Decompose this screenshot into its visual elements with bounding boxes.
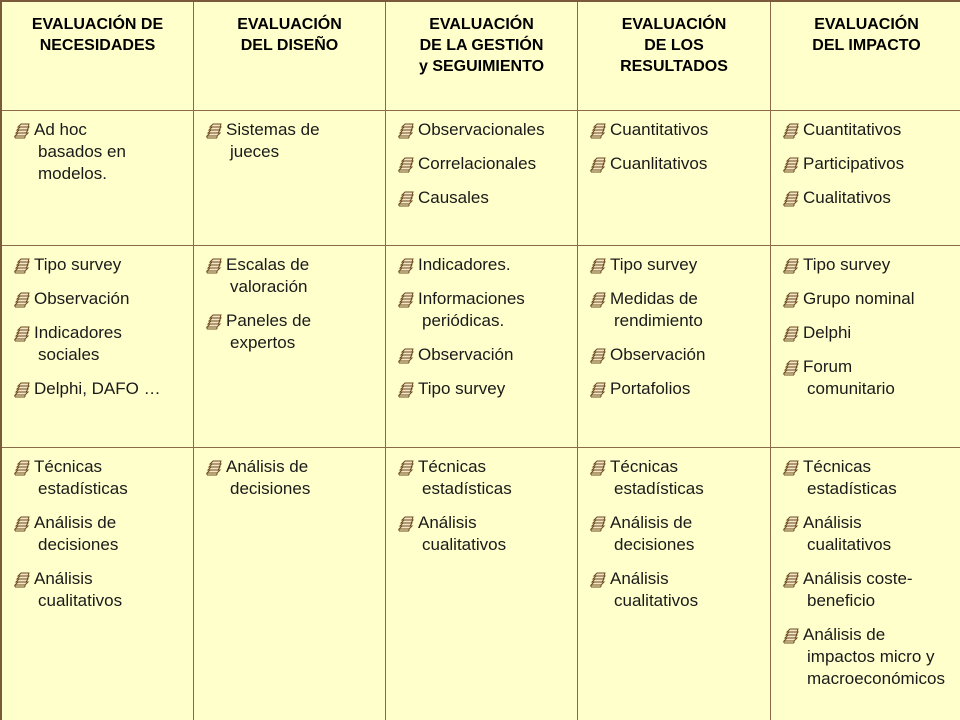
book-stack-icon (204, 121, 222, 139)
item-text (418, 378, 571, 400)
item-text (418, 512, 571, 556)
list-item (12, 322, 187, 366)
table-cell (386, 246, 578, 448)
book-stack-icon (781, 121, 799, 139)
column-header (771, 2, 960, 111)
list-item (588, 119, 764, 141)
text-line: Tipo survey (418, 379, 506, 398)
item-text (226, 254, 379, 298)
list-item (12, 456, 187, 500)
list-item (781, 322, 956, 344)
item-text (803, 322, 956, 344)
text-line: Medidas de (610, 289, 698, 308)
text-line: valoración (230, 277, 308, 296)
item-text (610, 119, 764, 141)
book-stack-icon (588, 155, 606, 173)
book-stack-icon (781, 570, 799, 588)
text-line: estadísticas (614, 479, 704, 498)
text-line: impactos micro y (807, 647, 935, 666)
item-text (803, 254, 956, 276)
list-item (781, 624, 956, 690)
item-text (803, 624, 956, 690)
item-text (803, 568, 956, 612)
book-stack-icon (12, 458, 30, 476)
item-text (34, 322, 187, 366)
list-item (12, 512, 187, 556)
text-line: macroeconómicos (807, 669, 945, 688)
text-line: EVALUACIÓN (814, 16, 919, 33)
list-item (12, 254, 187, 276)
table-cell (2, 111, 194, 246)
text-line: Ad hoc (34, 120, 87, 139)
text-line: Forum (803, 357, 853, 376)
table-cell (386, 111, 578, 246)
item-text (226, 456, 379, 500)
table-cell (2, 246, 194, 448)
text-line: Escalas de (226, 255, 310, 274)
item-text (610, 254, 764, 276)
column-header (578, 2, 771, 111)
text-line: Análisis de (34, 513, 117, 532)
book-stack-icon (12, 256, 30, 274)
text-line: Tipo survey (610, 255, 698, 274)
text-line: EVALUACIÓN (429, 16, 534, 33)
item-text (803, 153, 956, 175)
book-stack-icon (781, 256, 799, 274)
list-item (588, 288, 764, 332)
book-stack-icon (396, 256, 414, 274)
table-cell (386, 448, 578, 720)
text-line: Cualitativos (803, 188, 891, 207)
text-line: Cuantitativos (610, 120, 709, 139)
list-item (781, 153, 956, 175)
table-cell (194, 111, 386, 246)
text-line: Observación (610, 345, 706, 364)
item-text (226, 310, 379, 354)
text-line: Participativos (803, 154, 905, 173)
text-line: EVALUACIÓN (621, 16, 727, 33)
list-item (781, 187, 956, 209)
list-item (396, 344, 571, 366)
text-line: Análisis (34, 569, 93, 588)
item-text (418, 254, 571, 276)
list-item (396, 254, 571, 276)
text-line: modelos. (38, 164, 107, 183)
book-stack-icon (396, 346, 414, 364)
book-stack-icon (396, 121, 414, 139)
book-stack-icon (588, 570, 606, 588)
item-text (803, 512, 956, 556)
text-line: DEL IMPACTO (812, 37, 921, 54)
list-item (12, 568, 187, 612)
book-stack-icon (588, 346, 606, 364)
table-cell (771, 111, 960, 246)
list-item (588, 512, 764, 556)
text-line: DE LA GESTIÓN (419, 37, 544, 54)
book-stack-icon (781, 358, 799, 376)
text-line: decisiones (230, 479, 311, 498)
text-line: Indicadores (34, 323, 122, 342)
text-line: Análisis de (803, 625, 886, 644)
text-line: Técnicas (34, 457, 103, 476)
book-stack-icon (396, 380, 414, 398)
book-stack-icon (204, 312, 222, 330)
item-text (803, 119, 956, 141)
table-cell (578, 246, 771, 448)
text-line: Análisis de (610, 513, 693, 532)
list-item (204, 456, 379, 500)
book-stack-icon (781, 189, 799, 207)
text-line: EVALUACIÓN DE (31, 16, 164, 33)
text-line: Observacionales (418, 120, 545, 139)
list-item (396, 187, 571, 209)
list-item (588, 153, 764, 175)
table-cell (771, 448, 960, 720)
text-line: beneficio (807, 591, 876, 610)
list-item (781, 254, 956, 276)
book-stack-icon (396, 290, 414, 308)
item-text (803, 356, 956, 400)
book-stack-icon (12, 380, 30, 398)
text-line: decisiones (38, 535, 119, 554)
book-stack-icon (588, 514, 606, 532)
list-item (396, 456, 571, 500)
text-line: Análisis (418, 513, 477, 532)
item-text (418, 119, 571, 141)
text-line: Técnicas (610, 457, 679, 476)
book-stack-icon (396, 155, 414, 173)
item-text (610, 344, 764, 366)
list-item (781, 456, 956, 500)
item-text (418, 187, 571, 209)
book-stack-icon (12, 514, 30, 532)
text-line: Sistemas de (226, 120, 320, 139)
book-stack-icon (781, 514, 799, 532)
table-cell (771, 246, 960, 448)
text-line: Cuanlitativos (610, 154, 708, 173)
column-header (386, 2, 578, 111)
text-line: Análisis (610, 569, 669, 588)
text-line: comunitario (807, 379, 895, 398)
text-line: Indicadores. (418, 255, 511, 274)
item-text (34, 512, 187, 556)
item-text (610, 456, 764, 500)
table-cell (194, 246, 386, 448)
book-stack-icon (588, 458, 606, 476)
book-stack-icon (204, 458, 222, 476)
item-text (34, 456, 187, 500)
text-line: y SEGUIMIENTO (418, 58, 545, 75)
list-item (204, 119, 379, 163)
book-stack-icon (396, 514, 414, 532)
book-stack-icon (396, 458, 414, 476)
text-line: Causales (418, 188, 489, 207)
item-text (34, 119, 187, 185)
book-stack-icon (12, 121, 30, 139)
text-line: expertos (230, 333, 296, 352)
text-line: decisiones (614, 535, 695, 554)
book-stack-icon (12, 290, 30, 308)
text-line: Cuantitativos (803, 120, 902, 139)
text-line: Observación (34, 289, 130, 308)
book-stack-icon (781, 324, 799, 342)
list-item (396, 153, 571, 175)
list-item (588, 568, 764, 612)
item-text (226, 119, 379, 163)
text-line: cualitativos (807, 535, 892, 554)
column-header (194, 2, 386, 111)
text-line: Observación (418, 345, 514, 364)
book-stack-icon (781, 626, 799, 644)
text-line: estadísticas (807, 479, 897, 498)
book-stack-icon (588, 380, 606, 398)
text-line: Tipo survey (34, 255, 122, 274)
list-item (12, 378, 187, 400)
text-line: Técnicas (418, 457, 487, 476)
list-item (588, 254, 764, 276)
text-line: cualitativos (422, 535, 507, 554)
text-line: DE LOS (644, 37, 704, 54)
book-stack-icon (588, 121, 606, 139)
list-item (396, 119, 571, 141)
text-line: Portafolios (610, 379, 691, 398)
text-line: EVALUACIÓN (237, 16, 342, 33)
text-line: Tipo survey (803, 255, 891, 274)
text-line: basados en (38, 142, 126, 161)
text-line: Grupo nominal (803, 289, 915, 308)
item-text (34, 378, 187, 400)
table-cell (578, 448, 771, 720)
list-item (588, 344, 764, 366)
evaluation-table (2, 2, 960, 720)
list-item (781, 288, 956, 310)
list-item (396, 512, 571, 556)
text-line: Paneles de (226, 311, 312, 330)
table-cell (578, 111, 771, 246)
list-item (588, 456, 764, 500)
item-text (418, 456, 571, 500)
item-text (803, 187, 956, 209)
book-stack-icon (588, 290, 606, 308)
item-text (610, 568, 764, 612)
text-line: Informaciones (418, 289, 525, 308)
list-item (396, 288, 571, 332)
list-item (12, 119, 187, 185)
list-item (781, 356, 956, 400)
table-cell (2, 448, 194, 720)
list-item (204, 310, 379, 354)
text-line: Análisis coste- (803, 569, 913, 588)
book-stack-icon (781, 458, 799, 476)
list-item (781, 119, 956, 141)
item-text (803, 456, 956, 500)
text-line: Correlacionales (418, 154, 537, 173)
item-text (34, 568, 187, 612)
text-line: Técnicas (803, 457, 872, 476)
book-stack-icon (781, 290, 799, 308)
item-text (803, 288, 956, 310)
item-text (418, 153, 571, 175)
text-line: sociales (38, 345, 100, 364)
list-item (396, 378, 571, 400)
text-line: rendimiento (614, 311, 703, 330)
text-line: estadísticas (38, 479, 128, 498)
text-line: cualitativos (38, 591, 123, 610)
item-text (610, 512, 764, 556)
book-stack-icon (396, 189, 414, 207)
item-text (610, 378, 764, 400)
book-stack-icon (588, 256, 606, 274)
column-header (2, 2, 194, 111)
item-text (418, 288, 571, 332)
book-stack-icon (12, 570, 30, 588)
text-line: DEL DISEÑO (240, 37, 339, 54)
item-text (610, 288, 764, 332)
text-line: Delphi, DAFO … (34, 379, 161, 398)
text-line: NECESIDADES (39, 37, 156, 54)
text-line: RESULTADOS (620, 58, 728, 75)
text-line: Análisis de (226, 457, 309, 476)
text-line: Delphi (803, 323, 852, 342)
list-item (12, 288, 187, 310)
item-text (34, 254, 187, 276)
text-line: periódicas. (422, 311, 505, 330)
item-text (418, 344, 571, 366)
item-text (610, 153, 764, 175)
book-stack-icon (781, 155, 799, 173)
list-item (588, 378, 764, 400)
text-line: estadísticas (422, 479, 512, 498)
text-line: cualitativos (614, 591, 699, 610)
text-line: jueces (230, 142, 280, 161)
book-stack-icon (204, 256, 222, 274)
text-line: Análisis (803, 513, 862, 532)
book-stack-icon (12, 324, 30, 342)
table-cell (194, 448, 386, 720)
list-item (781, 568, 956, 612)
list-item (781, 512, 956, 556)
list-item (204, 254, 379, 298)
item-text (34, 288, 187, 310)
